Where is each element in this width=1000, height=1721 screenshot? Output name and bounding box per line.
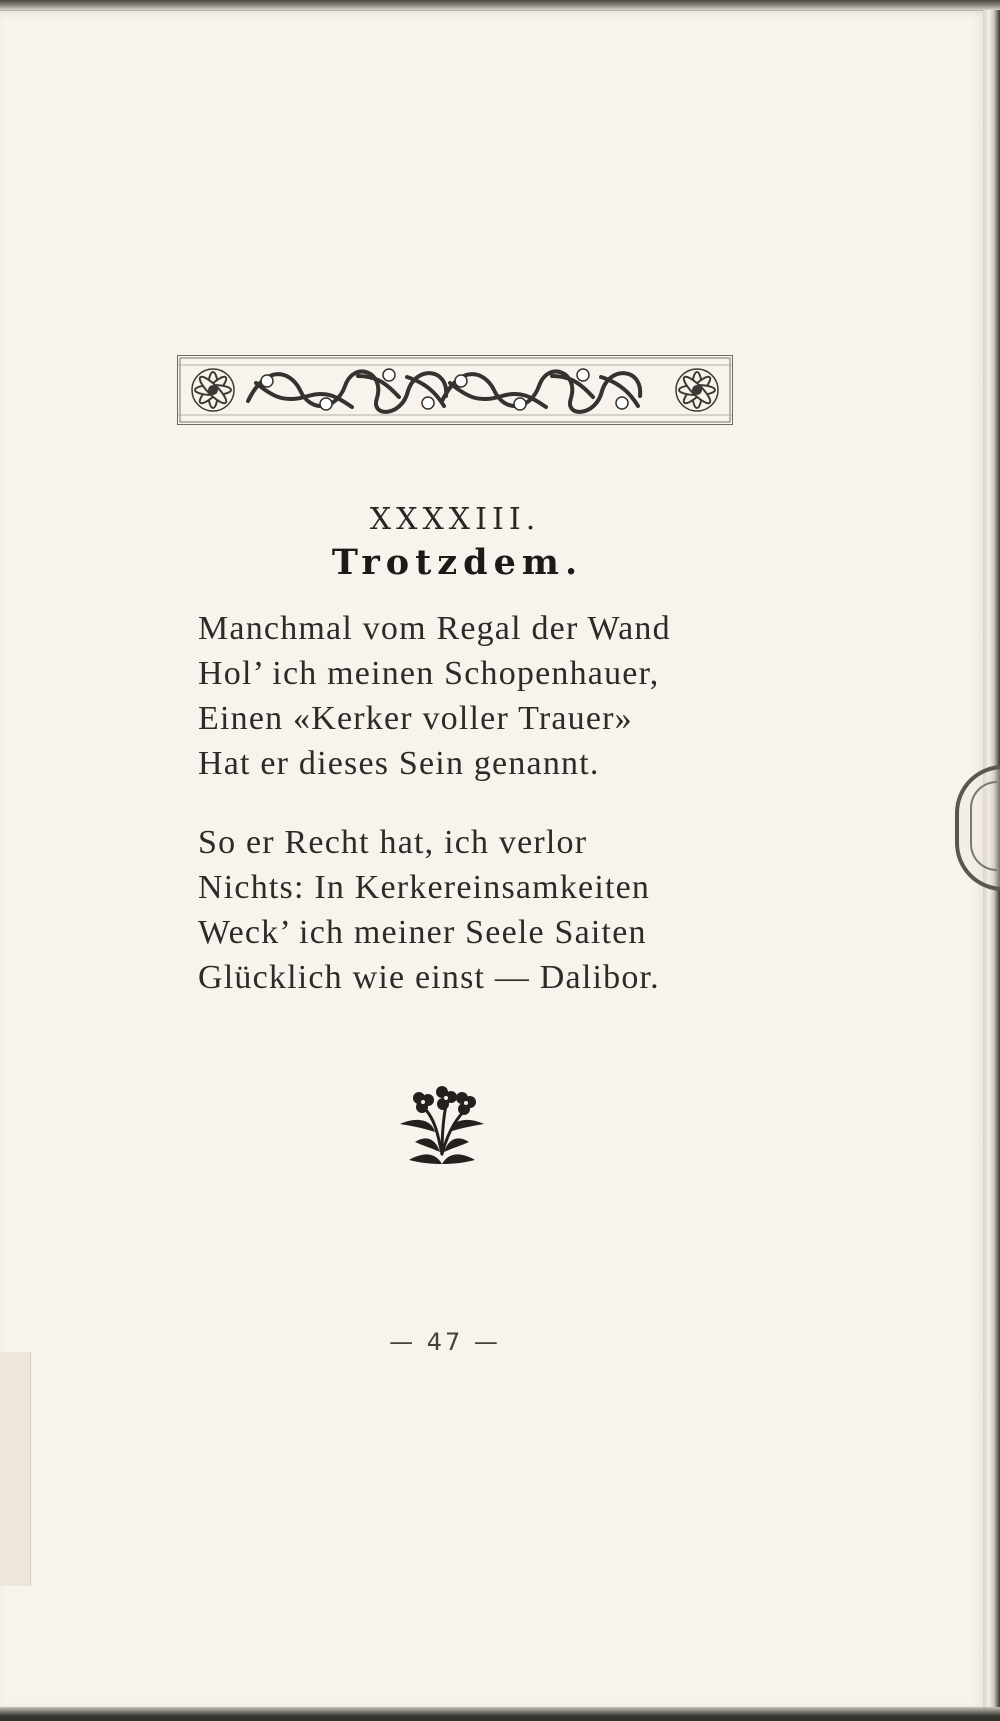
- poem-line: Weck’ ich meiner Seele Saiten: [198, 914, 647, 951]
- poem-number: XXXXIII.: [369, 502, 541, 537]
- poem-title: Trotzdem.: [331, 542, 584, 583]
- stanza-spacing: [198, 786, 798, 820]
- poem-line: Hat er dieses Sein genannt.: [198, 745, 600, 782]
- poem-line: Hol’ ich meinen Schopenhauer,: [198, 655, 660, 692]
- poem-line: Glücklich wie einst — Dalibor.: [198, 959, 660, 996]
- stanza-1: [198, 606, 798, 786]
- paper-tab-strip: [0, 1352, 31, 1586]
- right-rosette-icon: [676, 369, 718, 411]
- poem-line: Einen «Kerker voller Trauer»: [198, 700, 633, 737]
- ornamental-floral-border-icon: [177, 355, 733, 425]
- poem-line: So er Recht hat, ich verlor: [198, 824, 588, 861]
- page-number: — 47 —: [389, 1328, 501, 1356]
- left-rosette-icon: [192, 369, 234, 411]
- poem-line: Manchmal vom Regal der Wand: [198, 610, 671, 647]
- poem-line: Nichts: In Kerkereinsamkeiten: [198, 869, 651, 906]
- poem-body: [198, 606, 798, 1000]
- flower-tailpiece-icon: [397, 1084, 487, 1169]
- bottom-page-edge: [0, 1707, 1000, 1721]
- top-page-edge: [0, 0, 1000, 10]
- stanza-2: [198, 820, 798, 1000]
